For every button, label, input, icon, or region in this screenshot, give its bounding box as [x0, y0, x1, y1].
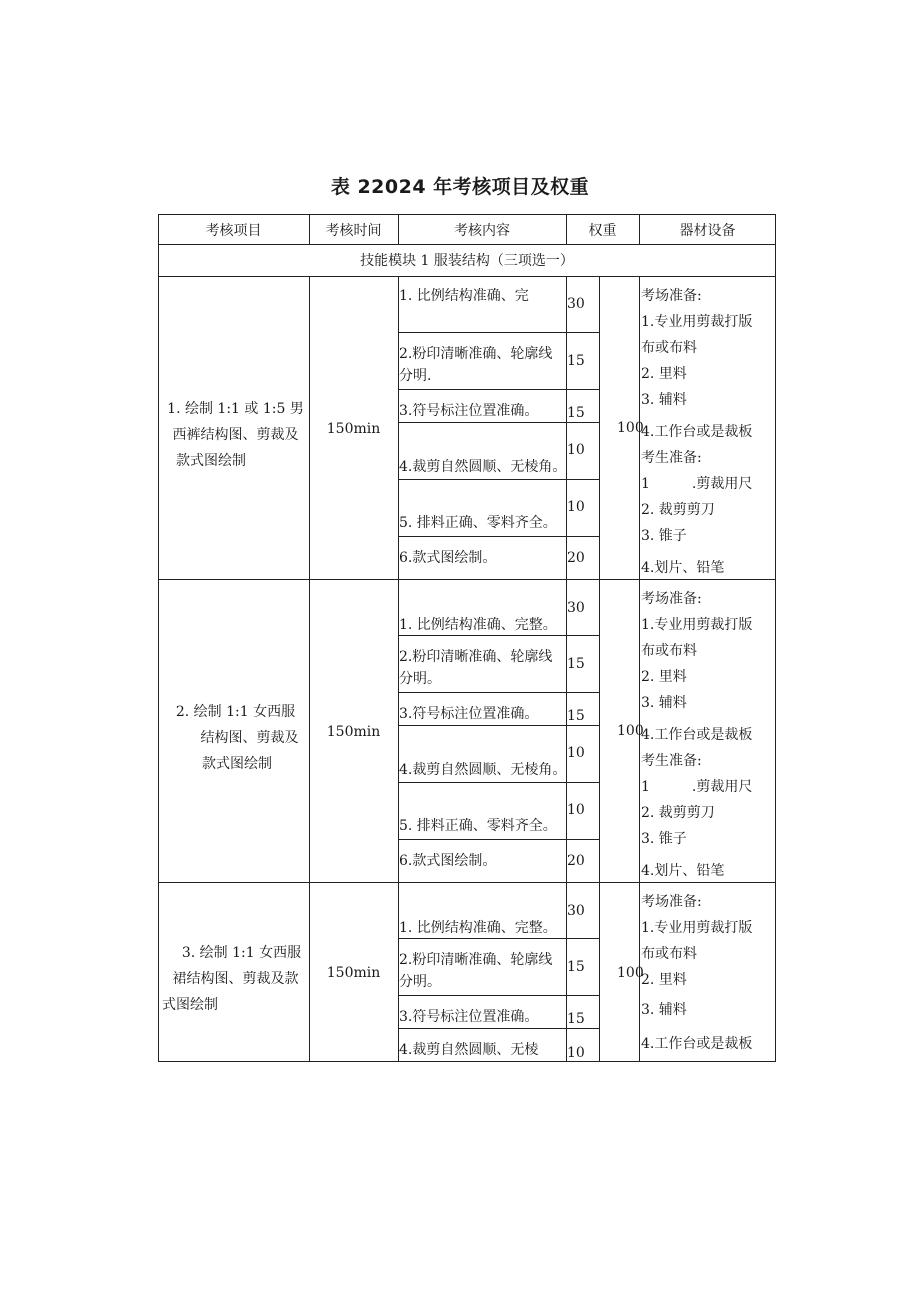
total-weight-cell: 100	[617, 723, 644, 739]
score-cell: 15	[567, 708, 585, 724]
table-title: 表 22024 年考核项目及权重	[330, 176, 590, 198]
score-cell: 20	[567, 550, 585, 566]
content-cell: 6.款式图绘制。	[399, 550, 497, 566]
score-cell: 10	[567, 1045, 585, 1061]
content-cell: 1. 比例结构准确、完整。	[399, 617, 557, 633]
time-cell: 150min	[326, 421, 381, 437]
score-cell: 10	[567, 499, 585, 515]
project-line: 式图绘制	[162, 997, 218, 1013]
content-cell: 3.符号标注位置准确。	[399, 403, 539, 419]
content-cell: 4.裁剪自然圆顺、无棱	[399, 1042, 539, 1058]
content-cell: 2.粉印清晰准确、轮廓线 分明.	[399, 346, 553, 384]
project-line: 3. 绘制 1:1 女西服	[181, 945, 302, 961]
header-item: 考核项目	[205, 223, 262, 239]
content-cell: 1. 比例结构准确、完	[399, 288, 529, 304]
project-line: 结构图、剪裁及	[200, 730, 299, 746]
project-line: 款式图绘制	[202, 756, 272, 772]
content-cell: 5. 排料正确、零料齐全。	[399, 818, 557, 834]
project-line: 西裤结构图、剪裁及	[172, 427, 299, 443]
content-cell: 4.裁剪自然圆顺、无棱角。	[399, 762, 567, 778]
score-cell: 15	[567, 959, 585, 975]
time-cell: 150min	[326, 724, 381, 740]
project-line: 1. 绘制 1:1 或 1:5 男	[167, 401, 304, 417]
content-cell: 3.符号标注位置准确。	[399, 1009, 539, 1025]
header-weight: 权重	[588, 223, 617, 239]
module-row: 技能模块 1 服装结构（三项选一）	[360, 253, 574, 269]
total-weight-cell: 100	[617, 965, 644, 981]
content-cell: 4.裁剪自然圆顺、无棱角。	[399, 459, 567, 475]
project-line: 款式图绘制	[176, 453, 246, 469]
total-weight-cell: 100	[617, 420, 644, 436]
equipment-cell: 考场准备: 1.专业用剪裁打版 布或布料 2. 里料 3. 辅料 4.工作台或是裁板 考生准备: 1 .剪裁用尺 2. 裁剪剪刀 3. 锥子 4.划片、铅笔	[641, 591, 753, 879]
time-cell: 150min	[326, 965, 381, 981]
content-cell: 2.粉印清晰准确、轮廓线 分明。	[399, 649, 553, 687]
header-time: 考核时间	[325, 223, 382, 239]
score-cell: 10	[567, 802, 585, 818]
project-line: 裙结构图、剪裁及款	[172, 971, 299, 987]
score-cell: 15	[567, 353, 585, 369]
project-cell	[162, 940, 309, 1018]
content-cell: 5. 排料正确、零料齐全。	[399, 515, 557, 531]
project-cell	[162, 699, 309, 777]
content-cell: 2.粉印清晰准确、轮廓线 分明。	[399, 952, 553, 990]
score-cell: 15	[567, 1011, 585, 1027]
equipment-cell: 考场准备: 1.专业用剪裁打版 布或布料 2. 里料 3. 辅料 4.工作台或是裁板 考生准备: 1 .剪裁用尺 2. 裁剪剪刀 3. 锥子 4.划片、铅笔	[641, 288, 753, 576]
content-cell: 1. 比例结构准确、完整。	[399, 920, 557, 936]
project-line: 2. 绘制 1:1 女西服	[175, 704, 296, 720]
equipment-cell: 考场准备: 1.专业用剪裁打版 布或布料 2. 里料 3. 辅料 4.工作台或是裁板	[641, 894, 753, 1052]
score-cell: 30	[567, 600, 585, 616]
header-equipment: 器材设备	[679, 223, 736, 239]
score-cell: 10	[567, 745, 585, 761]
content-cell: 6.款式图绘制。	[399, 853, 497, 869]
score-cell: 30	[567, 903, 585, 919]
score-cell: 15	[567, 405, 585, 421]
project-cell	[162, 396, 309, 474]
content-cell: 3.符号标注位置准确。	[399, 706, 539, 722]
score-cell: 30	[567, 296, 585, 312]
header-content: 考核内容	[454, 223, 510, 239]
score-cell: 15	[567, 656, 585, 672]
score-cell: 10	[567, 442, 585, 458]
score-cell: 20	[567, 853, 585, 869]
assessment-table	[158, 214, 776, 1062]
